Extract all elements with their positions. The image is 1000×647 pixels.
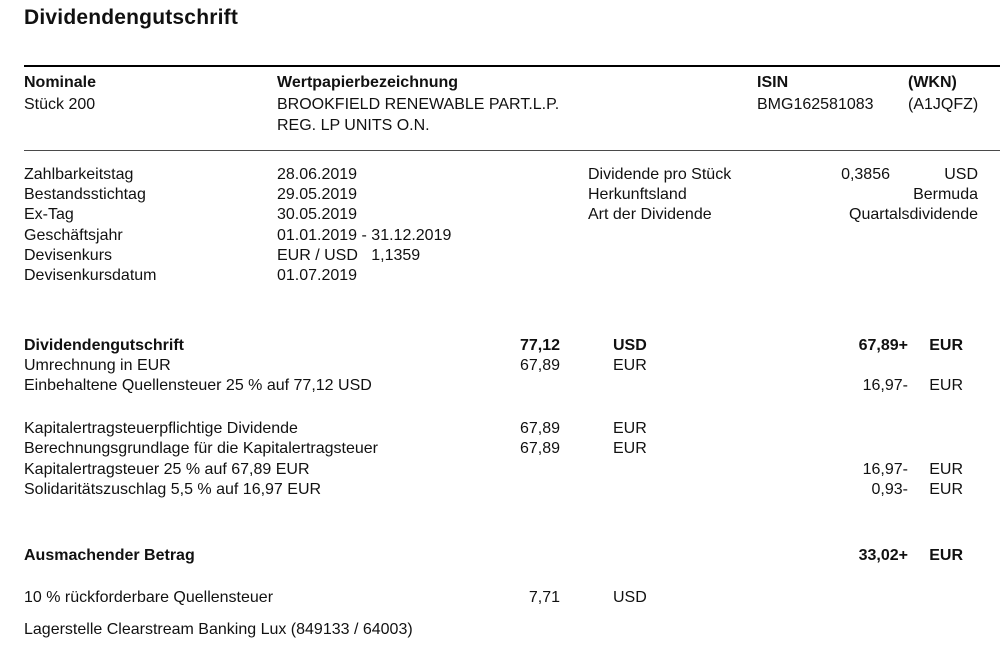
detail-value: 01.01.2019 - 31.12.2019	[277, 227, 452, 244]
amount-usd: 77,12	[519, 337, 560, 354]
isin-value: BMG162581083	[757, 96, 874, 113]
wkn-value: (A1JQFZ)	[908, 96, 979, 113]
currency-eur: EUR	[929, 461, 963, 478]
detail-label: Dividende pro Stück	[588, 166, 732, 183]
col-header-isin: ISIN	[757, 74, 789, 91]
currency-eur: EUR	[613, 440, 647, 457]
custody-line: Lagerstelle Clearstream Banking Lux (849133 / 64003)	[24, 621, 413, 638]
security-name-line1: BROOKFIELD RENEWABLE PART.L.P.	[277, 96, 560, 113]
amount-row-label: Kapitalertragsteuerpflichtige Dividende	[24, 420, 298, 437]
amount-eur: 67,89+	[858, 337, 908, 354]
currency-usd: USD	[613, 337, 647, 354]
total-label: Ausmachender Betrag	[24, 547, 195, 564]
security-name-line2: REG. LP UNITS O.N.	[277, 117, 430, 134]
amount-eur: 67,89	[519, 420, 560, 437]
currency-label: USD	[944, 166, 978, 183]
detail-value: Bermuda	[913, 186, 978, 203]
nominale-value: Stück 200	[24, 96, 96, 113]
detail-label: Geschäftsjahr	[24, 227, 123, 244]
total-currency: EUR	[929, 547, 963, 564]
detail-label: Art der Dividende	[588, 206, 712, 223]
detail-label: Ex-Tag	[24, 206, 74, 223]
amount-row-label: Dividendengutschrift	[24, 337, 185, 354]
withholding-amount: 7,71	[528, 589, 560, 606]
withholding-label: 10 % rückforderbare Quellensteuer	[24, 589, 274, 606]
amount-eur: 67,89	[519, 440, 560, 457]
currency-eur: EUR	[929, 481, 963, 498]
currency-eur: EUR	[929, 337, 963, 354]
detail-value: Quartalsdividende	[849, 206, 978, 223]
col-header-nominale: Nominale	[24, 74, 97, 91]
amount-eur: 67,89	[519, 357, 560, 374]
page-title: Dividendengutschrift	[24, 6, 239, 29]
amount-row-label: Berechnungsgrundlage für die Kapitalertragsteuer	[24, 440, 379, 457]
detail-value: EUR / USD 1,1359	[277, 247, 421, 264]
amount-row-label: Umrechnung in EUR	[24, 357, 171, 374]
detail-value: 28.06.2019	[277, 166, 358, 183]
detail-value: 29.05.2019	[277, 186, 358, 203]
col-header-wertpapierbezeichnung: Wertpapierbezeichnung	[277, 74, 459, 91]
currency-eur: EUR	[929, 377, 963, 394]
currency-eur: EUR	[613, 420, 647, 437]
mid-rule	[24, 150, 1000, 151]
amount-row-label: Kapitalertragsteuer 25 % auf 67,89 EUR	[24, 461, 310, 478]
amount-eur: 0,93-	[871, 481, 908, 498]
total-amount: 33,02+	[858, 547, 908, 564]
detail-label: Zahlbarkeitstag	[24, 166, 134, 183]
currency-eur: EUR	[613, 357, 647, 374]
amount-eur: 16,97-	[862, 377, 908, 394]
detail-label: Herkunftsland	[588, 186, 687, 203]
detail-label: Bestandsstichtag	[24, 186, 146, 203]
amount-row-label: Einbehaltene Quellensteuer 25 % auf 77,12 USD	[24, 377, 372, 394]
detail-value: 0,3856	[841, 166, 890, 183]
detail-label: Devisenkurs	[24, 247, 113, 264]
detail-label: Devisenkursdatum	[24, 267, 157, 284]
detail-value: 01.07.2019	[277, 267, 358, 284]
amount-eur: 16,97-	[862, 461, 908, 478]
withholding-currency: USD	[613, 589, 647, 606]
amount-row-label: Solidaritätszuschlag 5,5 % auf 16,97 EUR	[24, 481, 322, 498]
top-rule	[24, 65, 1000, 67]
detail-value: 30.05.2019	[277, 206, 358, 223]
col-header-wkn: (WKN)	[908, 74, 957, 91]
